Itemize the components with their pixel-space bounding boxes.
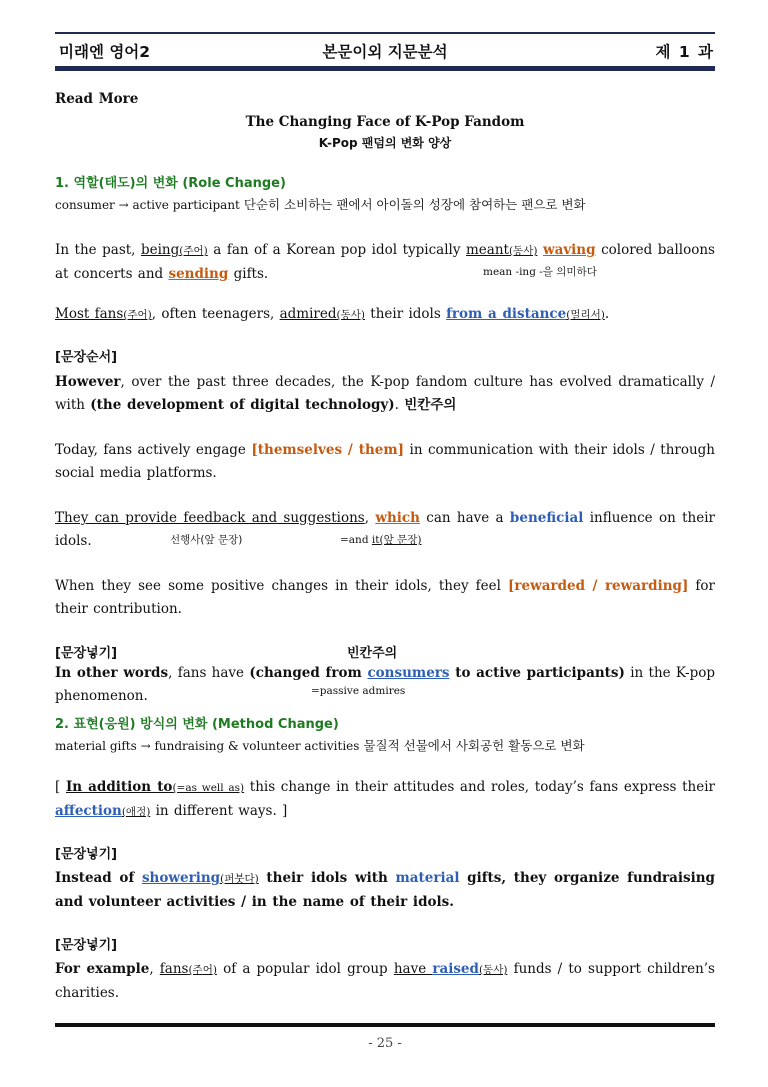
p10-text: funds / to support children’s charities.	[55, 961, 715, 1001]
p2-text: .	[604, 306, 610, 322]
p9-instead-of: Instead of	[55, 870, 142, 886]
p2-note-distance: (멀리서)	[566, 309, 605, 321]
p6-text: for their contribution.	[55, 578, 715, 617]
p9-material: material	[395, 870, 460, 886]
p7-consumers: consumers	[367, 665, 450, 681]
p10-fans: fans	[159, 961, 189, 977]
p7-changed-from: (changed from	[249, 665, 368, 681]
header-lesson: 제 1 과	[655, 43, 713, 61]
paragraph-10	[55, 958, 715, 1005]
p3-development: (the development of digital technology)	[90, 397, 395, 413]
p10-text: of a popular idol group	[216, 961, 394, 977]
p5-text: can have a	[419, 510, 510, 526]
p7-text: in the K-pop phenomenon.	[55, 665, 716, 704]
p5-which: which	[375, 510, 420, 526]
p2-note-subject: (주어)	[123, 309, 152, 321]
p5-text: influence on their idols.	[55, 510, 715, 549]
paragraph-2	[55, 303, 715, 327]
label-sentence-insert-1: [문장넣기]	[55, 646, 118, 661]
paragraph-6	[55, 575, 715, 621]
passage-subtitle: K-Pop 팬덤의 변화 양상	[318, 136, 452, 150]
p6-choice: [rewarded / rewarding]	[508, 578, 689, 594]
p5-text: ,	[364, 510, 376, 526]
p9-text: gifts, they organize fundraising and volunteer activities / in the name of their idols.	[55, 870, 715, 910]
label-sentence-insert-3: [문장넣기]	[55, 938, 118, 953]
p2-admired: admired	[279, 306, 337, 322]
p3-text: , over the past three decades, the K-pop fandom culture has evolved dramatically / with	[55, 374, 715, 413]
paragraph-9	[55, 867, 715, 914]
p5-antecedent: They can provide feedback and suggestions	[55, 510, 365, 526]
p8-note-affection: (애정)	[121, 806, 151, 818]
paragraph-8	[55, 776, 715, 824]
p8-text: this change in their attitudes and roles, today’s fans express their	[244, 779, 715, 795]
paragraph-1	[55, 239, 715, 286]
p1-text: a fan of a Korean pop idol typically	[207, 242, 466, 258]
p2-from-a-distance: from a distance	[446, 306, 567, 322]
p4-choice: [themselves / them]	[251, 442, 405, 458]
p8-affection: affection	[55, 803, 122, 819]
p1-text: In the past,	[55, 242, 141, 258]
paragraph-3	[55, 371, 715, 417]
p6-text: When they see some positive changes in their idols, they feel	[55, 578, 509, 594]
p2-text: , often teenagers,	[151, 306, 280, 322]
p1-being: being	[140, 242, 180, 258]
section1-heading: 1. 역할(태도)의 변화 (Role Change)	[55, 176, 286, 191]
section2-heading: 2. 표현(응원) 방식의 변화 (Method Change)	[55, 717, 339, 732]
p5-note-and-it	[340, 533, 421, 547]
p1-meant: meant	[465, 242, 509, 258]
p7-text: , fans have	[168, 665, 250, 681]
document-page	[55, 0, 715, 1087]
p7-to-active: to active participants)	[449, 665, 625, 681]
p10-have: have	[393, 961, 433, 977]
p9-text: their idols with	[258, 870, 396, 886]
p1-waving: waving	[542, 242, 596, 258]
paragraph-4	[55, 439, 715, 485]
p9-note-shower: (퍼붓다)	[220, 873, 259, 885]
read-more-label: Read More	[55, 91, 139, 107]
p10-note-verb: (동사)	[478, 964, 508, 976]
section2-summary	[55, 736, 715, 756]
p1-text: colored balloons at concerts and	[55, 242, 715, 282]
p5-beneficial: beneficial	[509, 510, 584, 526]
page-number: - 25 -	[368, 1036, 402, 1051]
header-textbook: 미래엔 영어2	[59, 43, 151, 61]
p8-in-addition-to: In addition to	[65, 779, 173, 795]
p2-note-verb: (동사)	[336, 309, 365, 321]
section2-summary-en: material gifts → fundraising & volunteer activities	[55, 739, 360, 753]
p3-however: However	[55, 374, 121, 390]
header-section-title: 본문이외 지문분석	[322, 43, 448, 61]
passage-title: The Changing Face of K-Pop Fandom	[245, 114, 525, 130]
blank-note: 빈칸주의	[347, 646, 398, 661]
p3-text: .	[394, 397, 405, 413]
p7-in-other-words: In other words	[55, 665, 169, 681]
p1-note-verb: (동사)	[508, 245, 538, 257]
section1-summary-en: consumer → active participant	[55, 198, 240, 212]
p2-most-fans: Most fans	[55, 306, 124, 322]
header-rule-thin	[55, 32, 715, 34]
section2-summary-ko: 물질적 선물에서 사회공헌 활동으로 변화	[363, 738, 585, 753]
section1-summary-ko: 단순히 소비하는 팬에서 아이돌의 성장에 참여하는 팬으로 변화	[243, 197, 586, 212]
p1-sending: sending	[168, 266, 229, 282]
p8-note-as-well-as: (=as well as)	[172, 782, 245, 794]
p1-note-mean-ing: mean -ing -을 의미하다	[483, 266, 597, 278]
p7-note-passive: =passive admires	[311, 685, 406, 697]
p2-text: their idols	[365, 306, 447, 322]
p10-text: ,	[149, 961, 160, 977]
section1-summary	[55, 195, 715, 215]
label-sentence-order: [문장순서]	[55, 350, 118, 365]
p4-text: Today, fans actively engage	[55, 442, 252, 458]
p8-bracket-open: [	[55, 779, 66, 795]
p5-note-and: =and	[340, 534, 372, 546]
p10-note-subject: (주어)	[188, 964, 217, 976]
p5-note-antecedent: 선행사(앞 문장)	[170, 534, 243, 546]
p10-raised: raised	[432, 961, 479, 977]
p10-for-example: For example	[55, 961, 150, 977]
p9-showering: showering	[141, 870, 221, 886]
p1-text: gifts.	[228, 266, 269, 282]
p8-text: in different ways. ]	[150, 803, 288, 819]
p5-note-it: it(앞 문장)	[371, 534, 422, 546]
label-sentence-insert-2: [문장넣기]	[55, 847, 118, 862]
header-rule-thick	[55, 66, 715, 71]
p4-text: in communication with their idols / through social media platforms.	[55, 442, 716, 481]
p1-note-subject: (주어)	[179, 245, 208, 257]
footer-rule	[55, 1023, 715, 1027]
p3-blank-note: 빈칸주의	[404, 397, 457, 413]
